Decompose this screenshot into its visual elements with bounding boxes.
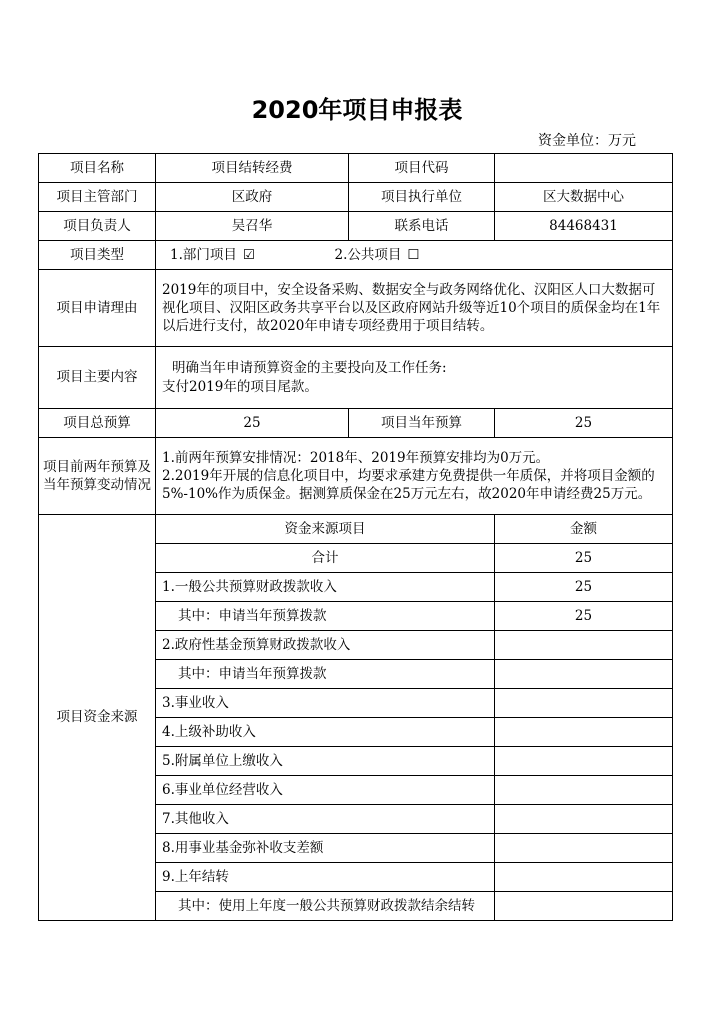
content-line-2: 支付2019年的项目尾款。 [162,378,318,395]
project-name-value: 项目结转经费 [156,154,349,183]
type-option-dept-label: 1.部门项目 [170,246,237,263]
funding-row-amount [495,718,673,747]
change-line-1: 1.前两年预算安排情况：2018年、2019年预算安排均为0万元。 [162,449,550,466]
funding-row-amount [495,834,673,863]
project-application-form [38,153,673,921]
funding-row-amount [495,631,673,660]
funding-row-name: 合计 [156,544,495,573]
type-option-public [334,241,673,270]
exec-unit-label: 项目执行单位 [349,183,495,212]
change-text [156,438,673,515]
currency-unit: 资金单位：万元 [538,133,636,149]
funding-row-amount [495,747,673,776]
funding-row-amount [495,805,673,834]
funding-row-name: 8.用事业基金弥补收支差额 [156,834,495,863]
funding-row-name: 9.上年结转 [156,863,495,892]
row-owner [39,212,673,241]
funding-col-amount: 金额 [495,515,673,544]
funding-row-name: 4.上级补助收入 [156,718,495,747]
row-department [39,183,673,212]
dept-label: 项目主管部门 [39,183,156,212]
funding-row-amount [495,863,673,892]
type-label: 项目类型 [39,241,156,270]
row-project-name [39,154,673,183]
row-reason [39,270,673,347]
reason-label: 项目申请理由 [39,270,156,347]
funding-row-amount [495,660,673,689]
row-content [39,347,673,409]
funding-row-name: 5.附属单位上缴收入 [156,747,495,776]
total-budget-value: 25 [156,409,349,438]
unchecked-box-icon[interactable]: ☐ [407,246,420,263]
project-code-value [495,154,673,183]
funding-row-name: 其中：申请当年预算拨款 [156,602,495,631]
funding-row-amount [495,776,673,805]
funding-row-amount [495,689,673,718]
funding-label: 项目资金来源 [39,515,156,921]
row-budget [39,409,673,438]
funding-row-name: 7.其他收入 [156,805,495,834]
funding-row-name: 其中：申请当年预算拨款 [156,660,495,689]
funding-header-row [39,515,673,544]
checked-box-icon[interactable]: ☑ [242,246,255,263]
type-option-public-label: 2.公共项目 [334,246,402,263]
funding-row-name: 2.政府性基金预算财政拨款收入 [156,631,495,660]
funding-row-amount: 25 [495,544,673,573]
content-line-1: 明确当年申请预算资金的主要投向及工作任务: [172,360,447,377]
reason-text: 2019年的项目中，安全设备采购、数据安全与政务网络优化、汉阳区人口大数据可视化项目、汉阳区政务共享平台以及区政府网站升级等近10个项目的质保金均在1年以后进行支付，故2020年申请专项经费用于项目结转。 [156,270,673,347]
change-label: 项目前两年预算及当年预算变动情况 [39,438,156,515]
funding-col-source: 资金来源项目 [156,515,495,544]
type-option-dept [156,241,349,270]
project-name-label: 项目名称 [39,154,156,183]
exec-unit-value: 区大数据中心 [495,183,673,212]
owner-value: 吴召华 [156,212,349,241]
owner-label: 项目负责人 [39,212,156,241]
funding-row-amount: 25 [495,573,673,602]
phone-label: 联系电话 [349,212,495,241]
funding-row-amount [495,892,673,921]
funding-row-name: 1.一般公共预算财政拨款收入 [156,573,495,602]
current-budget-label: 项目当年预算 [349,409,495,438]
row-project-type [39,241,673,270]
funding-row-name: 其中：使用上年度一般公共预算财政拨款结余结转 [156,892,495,921]
row-budget-change [39,438,673,515]
dept-value: 区政府 [156,183,349,212]
phone-value: 84468431 [495,212,673,241]
change-line-2: 2.2019年开展的信息化项目中，均要求承建方免费提供一年质保，并将项目金额的5%-10%作为质保金。据测算质保金在25万元左右，故2020年申请经费25万元。 [162,467,655,503]
total-budget-label: 项目总预算 [39,409,156,438]
content-label: 项目主要内容 [39,347,156,409]
project-code-label: 项目代码 [349,154,495,183]
page-title: 2020年项目申报表 [251,96,463,124]
current-budget-value: 25 [495,409,673,438]
funding-row-name: 3.事业收入 [156,689,495,718]
funding-row-amount: 25 [495,602,673,631]
content-text [156,347,673,409]
funding-row-name: 6.事业单位经营收入 [156,776,495,805]
